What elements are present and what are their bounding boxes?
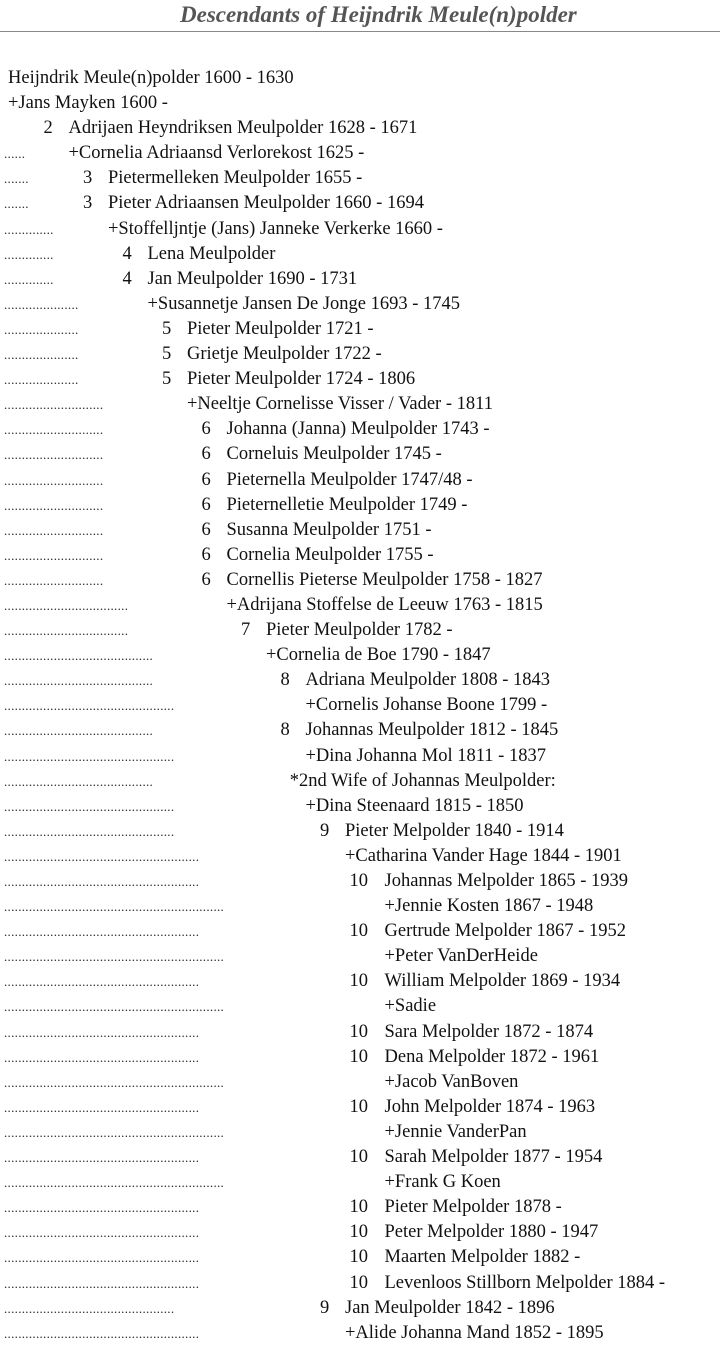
- person-entry: Gertrude Melpolder 1867 - 1952: [384, 921, 626, 942]
- descendant-line: [0, 1095, 720, 1120]
- descendant-line: [0, 166, 720, 191]
- leader-dots: .......................................................: [4, 1150, 200, 1166]
- leader-dots: .......................................................: [4, 1200, 200, 1216]
- leader-dots: ............................: [4, 497, 104, 513]
- generation-number: 6: [201, 494, 211, 515]
- descendant-line: [0, 944, 720, 969]
- descendant-line: [0, 442, 720, 467]
- generation-number: 5: [162, 318, 172, 339]
- generation-number: 6: [201, 569, 211, 590]
- person-entry: Pieternelletie Meulpolder 1749 -: [226, 494, 468, 515]
- person-entry: Pieternella Meulpolder 1747/48 -: [226, 469, 473, 490]
- person-entry: Grietje Meulpolder 1722 -: [187, 344, 382, 365]
- leader-dots: ............................: [4, 522, 104, 538]
- generation-number: 10: [349, 1247, 368, 1268]
- descendant-line: [0, 518, 720, 543]
- descendant-line: [0, 568, 720, 593]
- generation-number: 9: [320, 1297, 330, 1318]
- generation-number: 6: [201, 519, 211, 540]
- leader-dots: ..............: [4, 221, 54, 237]
- descendant-line: [0, 392, 720, 417]
- descendant-line: [0, 1070, 720, 1095]
- person-entry: Adrijaen Heyndriksen Meulpolder 1628 - 1671: [68, 118, 418, 139]
- spouse-entry: +Stoffelljntje (Jans) Janneke Verkerke 1660 -: [108, 218, 443, 239]
- leader-dots: ..............................................................: [4, 1074, 225, 1090]
- spouse-entry: +Cornelis Johanse Boone 1799 -: [305, 695, 548, 716]
- descendant-line: [0, 1296, 720, 1321]
- leader-dots: ..............................................................: [4, 999, 225, 1015]
- spouse-entry: +Alide Johanna Mand 1852 - 1895: [345, 1322, 604, 1343]
- person-entry: Pieter Melpolder 1878 -: [384, 1197, 562, 1218]
- person-entry: John Melpolder 1874 - 1963: [384, 1096, 596, 1117]
- descendant-line: [0, 844, 720, 869]
- descendant-line: [0, 1220, 720, 1245]
- generation-number: 10: [349, 1096, 368, 1117]
- descendant-line: [0, 994, 720, 1019]
- descendant-list: [0, 66, 720, 1346]
- generation-number: 7: [241, 620, 251, 641]
- descendant-line: [0, 267, 720, 292]
- person-entry: *2nd Wife of Johannas Meulpolder:: [289, 770, 556, 791]
- leader-dots: ..............................................................: [4, 899, 225, 915]
- descendant-line: [0, 1170, 720, 1195]
- descendant-line: [0, 66, 720, 91]
- person-entry: Johannas Melpolder 1865 - 1939: [384, 871, 629, 891]
- spouse-entry: +Jacob VanBoven: [384, 1071, 519, 1092]
- descendant-line: [0, 242, 720, 267]
- leader-dots: .......................................................: [4, 974, 200, 990]
- generation-number: 5: [162, 369, 172, 390]
- leader-dots: ................................................: [4, 1300, 175, 1316]
- generation-number: 6: [201, 544, 211, 565]
- descendant-line: [0, 919, 720, 944]
- person-entry: Cornellis Pieterse Meulpolder 1758 - 1827: [226, 569, 543, 590]
- generation-number: 10: [349, 1272, 368, 1293]
- person-entry: Heijndrik Meule(n)polder 1600 - 1630: [8, 68, 294, 88]
- person-entry: Cornelia Meulpolder 1755 -: [226, 544, 434, 565]
- generation-number: 3: [83, 168, 93, 189]
- generation-number: 6: [201, 419, 211, 440]
- generation-number: 2: [43, 118, 53, 139]
- leader-dots: .......................................................: [4, 1250, 200, 1266]
- leader-dots: ..............................................................: [4, 1175, 225, 1191]
- leader-dots: ..............: [4, 271, 54, 287]
- descendant-line: [0, 1120, 720, 1145]
- person-entry: Adriana Meulpolder 1808 - 1843: [305, 670, 551, 691]
- leader-dots: ................................................: [4, 748, 175, 764]
- person-entry: Johannas Meulpolder 1812 - 1845: [305, 720, 559, 741]
- generation-number: 4: [122, 268, 132, 289]
- leader-dots: .......................................................: [4, 1325, 200, 1341]
- descendant-line: [0, 693, 720, 718]
- person-entry: William Melpolder 1869 - 1934: [384, 971, 621, 992]
- person-entry: Pieter Melpolder 1840 - 1914: [345, 820, 564, 841]
- descendant-line: [0, 141, 720, 166]
- leader-dots: .......................................................: [4, 1024, 200, 1040]
- leader-dots: ..........................................: [4, 673, 154, 689]
- descendant-line: [0, 292, 720, 317]
- person-entry: Susanna Meulpolder 1751 -: [226, 519, 432, 540]
- header-rule: [0, 31, 720, 32]
- descendant-line: [0, 1020, 720, 1045]
- leader-dots: ......: [4, 146, 26, 162]
- descendant-line: [0, 342, 720, 367]
- generation-number: 10: [349, 1222, 368, 1243]
- spouse-entry: +Cornelia Adriaansd Verlorekost 1625 -: [68, 143, 365, 164]
- person-entry: Pieter Meulpolder 1721 -: [187, 318, 374, 339]
- generation-number: 10: [349, 1021, 368, 1042]
- descendant-line: [0, 668, 720, 693]
- person-entry: Johanna (Janna) Meulpolder 1743 -: [226, 419, 490, 440]
- descendant-line: [0, 1271, 720, 1296]
- person-entry: Pieter Meulpolder 1724 - 1806: [187, 369, 416, 390]
- leader-dots: .......................................................: [4, 1225, 200, 1241]
- leader-dots: ...................................: [4, 597, 129, 613]
- descendant-line: [0, 969, 720, 994]
- descendant-line: [0, 217, 720, 242]
- spouse-entry: +Sadie: [384, 996, 437, 1017]
- generation-number: 10: [349, 871, 368, 891]
- descendant-line: [0, 718, 720, 743]
- person-entry: Lena Meulpolder: [147, 243, 276, 264]
- person-entry: Dena Melpolder 1872 - 1961: [384, 1046, 600, 1067]
- descendant-line: [0, 593, 720, 618]
- leader-dots: ..............................................................: [4, 949, 225, 965]
- spouse-entry: +Neeltje Cornelisse Visser / Vader - 1811: [187, 394, 493, 415]
- descendant-line: [0, 869, 720, 894]
- person-entry: Jan Meulpolder 1690 - 1731: [147, 268, 358, 289]
- page-header: [0, 0, 720, 34]
- leader-dots: ............................: [4, 547, 104, 563]
- leader-dots: ..........................................: [4, 773, 154, 789]
- spouse-entry: +Jans Mayken 1600 -: [8, 93, 168, 114]
- page-title: Descendants of Heijndrik Meule(n)polder: [180, 2, 577, 27]
- leader-dots: .......................................................: [4, 1099, 200, 1115]
- descendant-line: [0, 794, 720, 819]
- leader-dots: ..............................................................: [4, 1124, 225, 1140]
- leader-dots: .....................: [4, 372, 79, 388]
- generation-number: 8: [280, 670, 290, 691]
- spouse-entry: +Susannetje Jansen De Jonge 1693 - 1745: [147, 293, 461, 314]
- descendant-line: [0, 894, 720, 919]
- spouse-entry: +Frank G Koen: [384, 1172, 501, 1193]
- descendant-line: [0, 468, 720, 493]
- generation-number: 10: [349, 1046, 368, 1067]
- person-entry: Pietermelleken Meulpolder 1655 -: [108, 168, 363, 189]
- leader-dots: .......................................................: [4, 1275, 200, 1291]
- leader-dots: .....................: [4, 347, 79, 363]
- descendant-line: [0, 1045, 720, 1070]
- leader-dots: .....................: [4, 321, 79, 337]
- descendant-line: [0, 493, 720, 518]
- spouse-entry: +Adrijana Stoffelse de Leeuw 1763 - 1815: [226, 594, 543, 615]
- leader-dots: ................................................: [4, 798, 175, 814]
- person-entry: Sarah Melpolder 1877 - 1954: [384, 1147, 603, 1168]
- leader-dots: ..............: [4, 246, 54, 262]
- descendant-line: [0, 1321, 720, 1346]
- generation-number: 5: [162, 344, 172, 365]
- generation-number: 10: [349, 1197, 368, 1218]
- generation-number: 6: [201, 469, 211, 490]
- descendant-line: [0, 1145, 720, 1170]
- descendant-line: [0, 317, 720, 342]
- person-entry: Pieter Adriaansen Meulpolder 1660 - 1694: [108, 193, 424, 214]
- leader-dots: .......: [4, 171, 29, 187]
- leader-dots: ............................: [4, 397, 104, 413]
- spouse-entry: +Jennie VanderPan: [384, 1121, 527, 1142]
- generation-number: 9: [320, 820, 330, 841]
- leader-dots: .......................................................: [4, 1049, 200, 1065]
- leader-dots: ................................................: [4, 698, 175, 714]
- person-entry: Maarten Melpolder 1882 -: [384, 1247, 581, 1268]
- leader-dots: .......................................................: [4, 924, 200, 940]
- spouse-entry: +Peter VanDerHeide: [384, 946, 538, 967]
- person-entry: Jan Meulpolder 1842 - 1896: [345, 1297, 555, 1318]
- leader-dots: ..........................................: [4, 723, 154, 739]
- person-entry: Pieter Meulpolder 1782 -: [266, 620, 453, 641]
- generation-number: 6: [201, 444, 211, 465]
- descendant-line: [0, 543, 720, 568]
- spouse-entry: +Catharina Vander Hage 1844 - 1901: [345, 845, 622, 866]
- leader-dots: .....................: [4, 296, 79, 312]
- leader-dots: ............................: [4, 422, 104, 438]
- leader-dots: ..........................................: [4, 648, 154, 664]
- generation-number: 10: [349, 971, 368, 992]
- spouse-entry: +Cornelia de Boe 1790 - 1847: [266, 645, 491, 666]
- spouse-entry: +Jennie Kosten 1867 - 1948: [384, 896, 594, 917]
- leader-dots: .......................................................: [4, 874, 200, 889]
- leader-dots: ................................................: [4, 823, 175, 839]
- descendant-line: [0, 417, 720, 442]
- descendant-line: [0, 1195, 720, 1220]
- person-entry: Peter Melpolder 1880 - 1947: [384, 1222, 599, 1243]
- generation-number: 10: [349, 921, 368, 942]
- descendant-line: [0, 191, 720, 216]
- descendant-line: [0, 769, 720, 794]
- leader-dots: ...................................: [4, 623, 129, 639]
- leader-dots: .......: [4, 196, 29, 212]
- descendant-line: [0, 819, 720, 844]
- person-entry: Corneluis Meulpolder 1745 -: [226, 444, 442, 465]
- descendant-line: [0, 643, 720, 668]
- leader-dots: .......................................................: [4, 848, 200, 864]
- spouse-entry: +Dina Johanna Mol 1811 - 1837: [305, 745, 546, 766]
- generation-number: 3: [83, 193, 93, 214]
- descendant-line: [0, 744, 720, 769]
- leader-dots: ............................: [4, 572, 104, 588]
- descendant-line: [0, 367, 720, 392]
- descendant-line: [0, 116, 720, 141]
- generation-number: 10: [349, 1147, 368, 1168]
- descendant-line: [0, 91, 720, 116]
- leader-dots: ............................: [4, 447, 104, 463]
- person-entry: Levenloos Stillborn Melpolder 1884 -: [384, 1272, 666, 1293]
- generation-number: 4: [122, 243, 132, 264]
- descendant-line: [0, 618, 720, 643]
- spouse-entry: +Dina Steenaard 1815 - 1850: [305, 795, 524, 816]
- descendant-line: [0, 1245, 720, 1270]
- person-entry: Sara Melpolder 1872 - 1874: [384, 1021, 594, 1042]
- generation-number: 8: [280, 720, 290, 741]
- leader-dots: ............................: [4, 472, 104, 488]
